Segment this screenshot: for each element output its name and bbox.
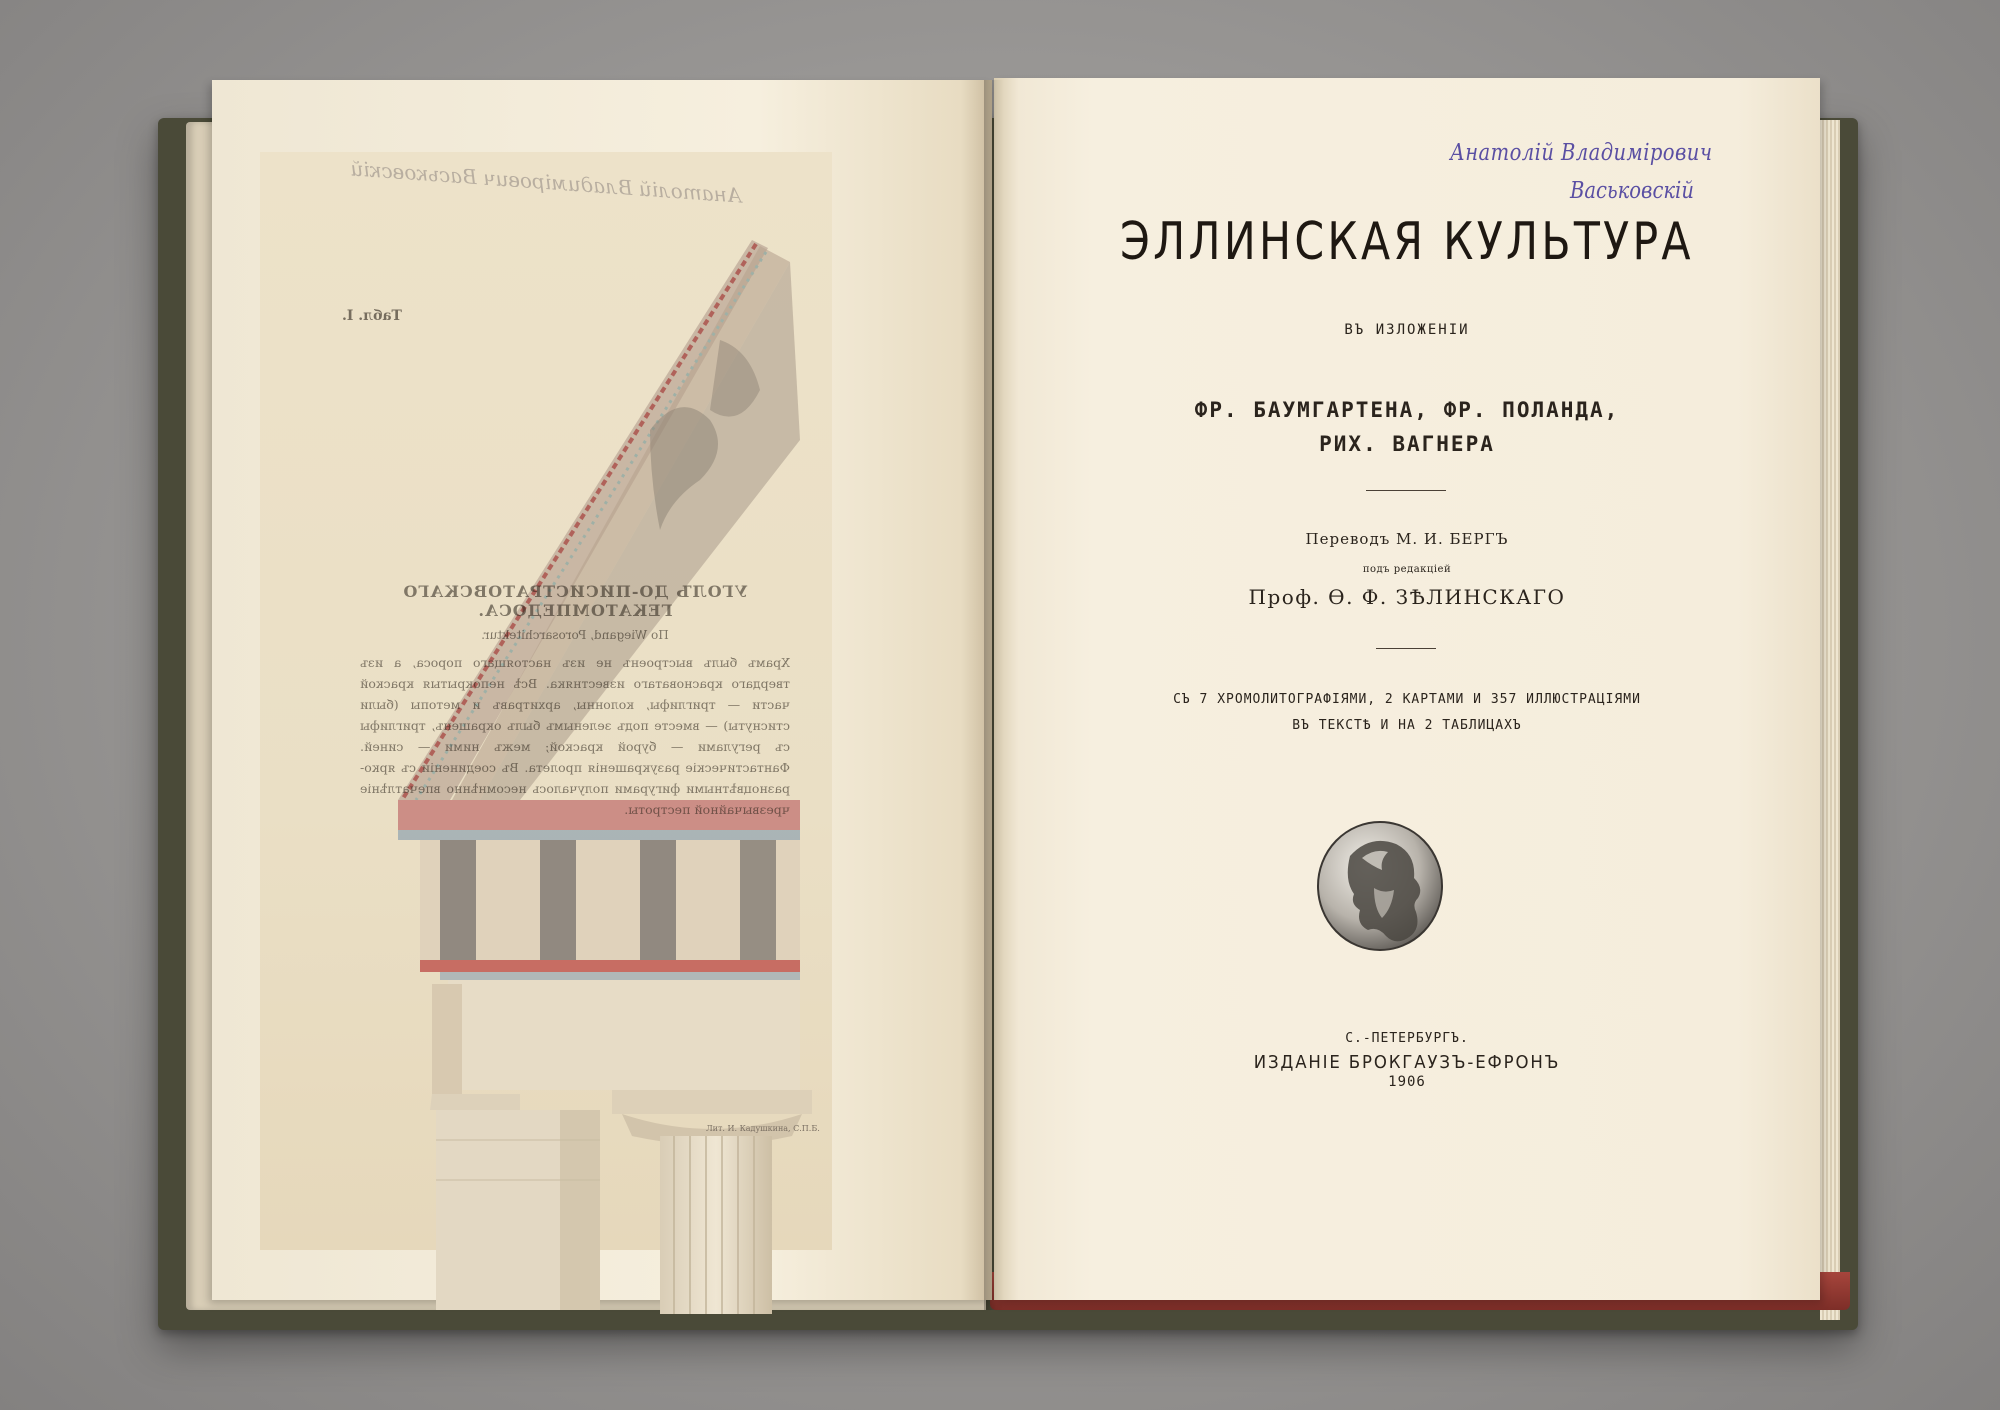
illustrations-line1: СЪ 7 ХРОМОЛИТОГРАФІЯМИ, 2 КАРТАМИ И 357 ИЛЛЮСТРАЦІЯМИ xyxy=(1173,692,1641,707)
year: 1906 xyxy=(1388,1074,1426,1090)
editor-caption: подъ редакціей xyxy=(1362,564,1452,575)
plate-title: УГОЛЪ ДО-ПИСИСТРАТОВСКАГО ГЕКАТОМПЕДОСА. xyxy=(402,582,748,620)
city: С.-ПЕТЕРБУРГЪ. xyxy=(1345,1031,1469,1046)
translator-line: Переводъ М. И. БЕРГЪ xyxy=(1305,530,1509,548)
plate-credit: Лит. И. Кадушкина, С.П.Б. xyxy=(706,1124,820,1133)
authors-line2: РИХ. ВАГНЕРА xyxy=(1319,432,1495,456)
triglyph xyxy=(540,840,576,960)
illustrations-line2: ВЪ ТЕКСТѢ И НА 2 ТАБЛИЦАХЪ xyxy=(1292,718,1522,733)
plate-body: Храмъ былъ выстроенъ не изъ настоящаго пороса, а изъ твердаго красноватаго известняка. Всѣ непокрытыя краской части — триглифы, колонны, архитравъ и метопы (были стиснуты) — вместе подъ зеленымъ былъ окрашенъ, триглифы съ регулами — бурой краской; межъ ними — синей. Фантастическіе разукрашенія пролета. Въ соединеніи съ ярко-разноцвѣтными фигурами получалось несомнѣнно впечатлѣніе чрезвычайной пестроты. xyxy=(360,655,790,817)
column-shaft xyxy=(660,1136,772,1314)
in-exposition: ВЪ ИЗЛОЖЕНІИ xyxy=(1344,322,1470,338)
divider-rule-2 xyxy=(1376,648,1436,649)
regula-band xyxy=(420,960,800,972)
book-title: ЭЛЛИНСКАЯ КУЛЬТУРА xyxy=(1120,212,1694,272)
plate-subtitle: По Wiegand, Porosarchitektur. xyxy=(481,628,669,642)
mirrored-handwriting-bleed: Анатолій Владимірович Васьковскій xyxy=(349,156,743,208)
divider-rule xyxy=(1366,490,1446,491)
mirrored-table-label: Табл. I. xyxy=(342,308,402,324)
triglyph xyxy=(740,840,776,960)
abacus xyxy=(612,1090,812,1114)
owner-stamp-line1: Анатолій Владимірович xyxy=(1450,140,1713,166)
publisher: ИЗДАНІЕ БРОКГАУЗЪ-ЕФРОНЪ xyxy=(1253,1052,1561,1073)
architrave xyxy=(448,980,800,1090)
owner-stamp-line2: Васьковскій xyxy=(1570,178,1694,204)
authors-line1: ФР. БАУМГАРТЕНА, ФР. ПОЛАНДА, xyxy=(1194,398,1620,422)
editor-name: Проф. Ѳ. Ф. ЗѢЛИНСКАГО xyxy=(1248,585,1566,609)
coin-vignette-icon xyxy=(1312,818,1448,954)
triglyph xyxy=(640,840,676,960)
triglyph xyxy=(440,840,476,960)
mirrored-plate-caption xyxy=(360,582,790,820)
